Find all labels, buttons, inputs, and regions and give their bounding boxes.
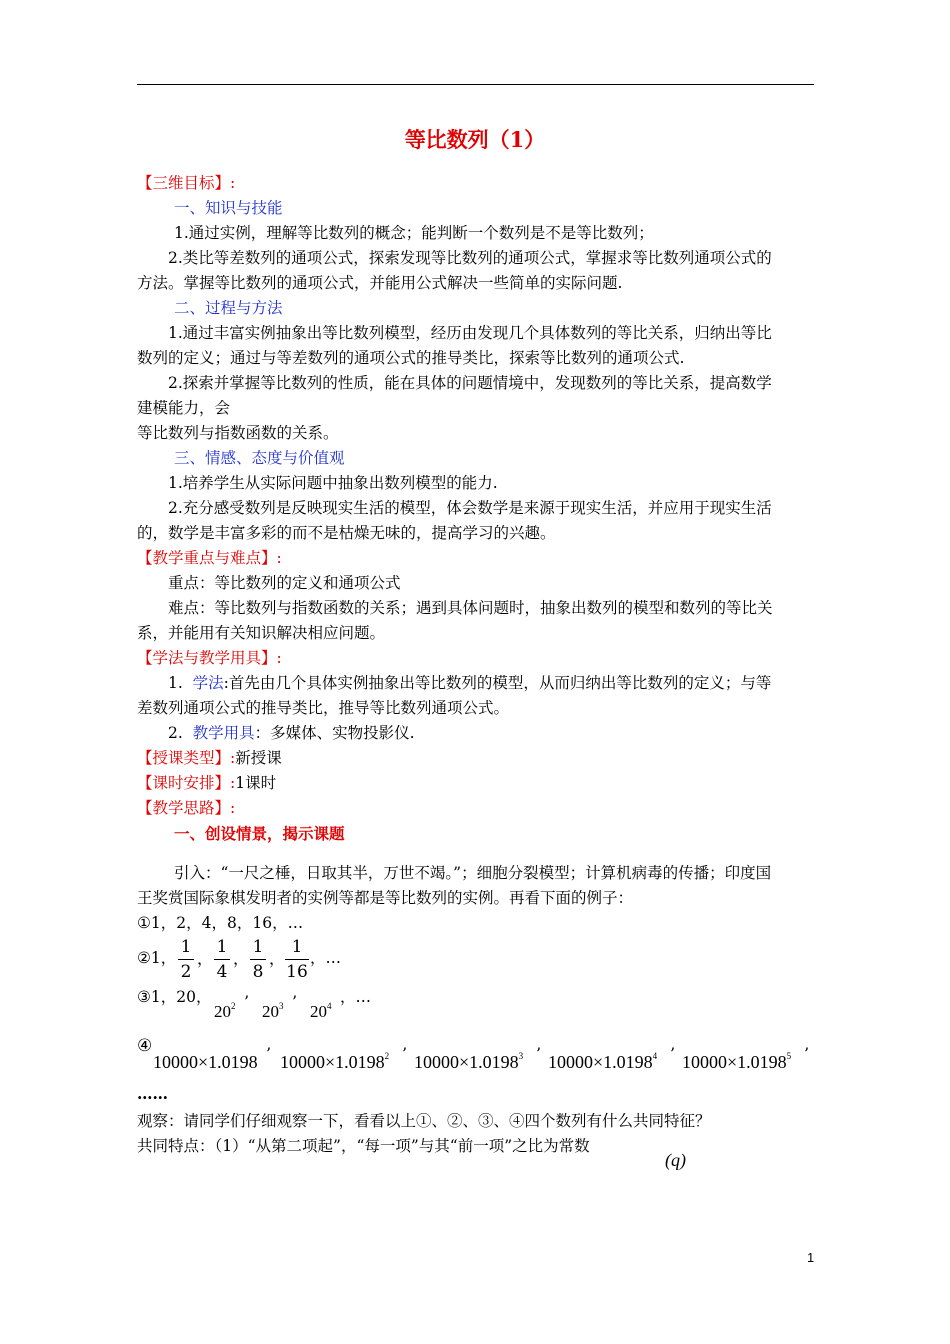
example-4-tail: …… <box>137 1084 168 1103</box>
separator: ’ <box>266 1044 272 1063</box>
example-1: ①1，2，4，8，16，… <box>137 914 304 932</box>
fraction: 1 8 <box>250 939 266 981</box>
separator: ， <box>233 949 250 968</box>
product-term: $10000\times 1.0198^3$ <box>414 1051 524 1072</box>
paragraph-line <box>168 726 415 742</box>
product-term: $10000\times 1.0198^5$ <box>682 1051 792 1072</box>
lesson-type-line <box>137 751 282 767</box>
schedule-value: 1课时 <box>235 774 277 792</box>
paragraph-line: 重点：等比数列的定义和通项公式 <box>168 574 401 592</box>
fraction: 1 2 <box>178 939 194 981</box>
lesson-type-value: 新授课 <box>235 749 282 767</box>
separator: ’ <box>402 1044 408 1063</box>
schedule-line <box>137 776 276 792</box>
item-text: ：多媒体、实物投影仪. <box>254 724 415 742</box>
separator: ’ <box>292 992 298 1011</box>
separator: ’ <box>670 1044 676 1063</box>
paragraph-line <box>168 676 771 692</box>
paragraph-line: 2.充分感受数列是反映现实生活的模型，体会数学是来源于现实生活，并应用于现实生活 <box>168 499 772 517</box>
separator: ’ <box>804 1044 810 1063</box>
separator: ’ <box>536 1044 542 1063</box>
subheading-scenario: 一、创设情景，揭示课题 <box>174 824 345 843</box>
paragraph-line: 建模能力，会 <box>137 399 231 417</box>
separator: ， <box>197 949 214 968</box>
section-heading-key-points: 【教学重点与难点】: <box>137 549 282 567</box>
page-title: 等比数列（1） <box>404 127 546 152</box>
product-term: 10000×1.0198 <box>153 1052 258 1072</box>
subheading-attitude: 三、情感、态度与价值观 <box>174 449 345 467</box>
power-term: $20^2$ <box>214 1001 236 1021</box>
product-term: $10000\times 1.0198^2$ <box>280 1051 390 1072</box>
paragraph-line: 的，数学是丰富多彩的而不是枯燥无味的，提高学习的兴趣。 <box>137 524 556 542</box>
example-4-mark: ④ <box>137 1036 153 1056</box>
section-heading-teaching-ideas: 【教学思路】: <box>137 799 236 817</box>
item-number: 2. <box>168 724 183 742</box>
common-feature-line: 共同特点：（1）“从第二项起”，“每一项”与其“前一项”之比为常数 <box>137 1137 590 1155</box>
section-heading-schedule: 【课时安排】: <box>137 774 236 792</box>
ratio-symbol: (q) <box>665 1150 686 1170</box>
page-number: 1 <box>807 1250 815 1265</box>
power-term: $20^4$ <box>310 1001 332 1021</box>
keyword-learning-method: 学法 <box>192 674 224 692</box>
subheading-process: 二、过程与方法 <box>174 299 283 317</box>
paragraph-line: 1.通过实例，理解等比数列的概念；能判断一个数列是不是等比数列； <box>174 224 654 242</box>
paragraph-line: 2.类比等差数列的通项公式，探索发现等比数列的通项公式，掌握求等比数列通项公式的 <box>168 249 772 267</box>
item-number: 1. <box>168 674 183 692</box>
paragraph-line: 1.培养学生从实际问题中抽象出数列模型的能力. <box>168 474 498 492</box>
example-2-tail: ，… <box>310 949 342 967</box>
section-heading-lesson-type: 【授课类型】: <box>137 749 236 767</box>
paragraph-line: 王奖赏国际象棋发明者的实例等都是等比数列的实例。再看下面的例子： <box>137 889 634 907</box>
example-3-tail: ，… <box>340 988 372 1006</box>
paragraph-line: 1.通过丰富实例抽象出等比数列模型，经历由发现几个具体数列的等比关系，归纳出等比 <box>168 324 772 342</box>
fraction: 1 4 <box>214 939 230 981</box>
paragraph-line: 引入：“一尺之棰，日取其半，万世不竭。”；细胞分裂模型；计算机病毒的传播；印度国 <box>174 864 772 882</box>
power-term: $20^3$ <box>262 1001 284 1021</box>
product-term: $10000\times 1.0198^4$ <box>548 1051 658 1072</box>
paragraph-line: 数列的定义；通过与等差数列的通项公式的推导类比，探索等比数列的通项公式. <box>137 349 685 367</box>
example-2-lead: ②1， <box>137 949 177 967</box>
separator: ’ <box>244 992 250 1011</box>
paragraph-line: 差数列通项公式的推导类比，推导等比数列通项公式。 <box>137 699 510 717</box>
paragraph-line: 难点：等比数列与指数函数的关系；遇到具体问题时，抽象出数列的模型和数列的等比关 <box>168 599 773 617</box>
keyword-teaching-tools: 教学用具 <box>192 724 255 742</box>
paragraph-line: 2.探索并掌握等比数列的性质，能在具体的问题情境中，发现数列的等比关系，提高数学 <box>168 374 772 392</box>
section-heading-goals: 【三维目标】: <box>137 174 236 192</box>
paragraph-line: 系，并能用有关知识解决相应问题。 <box>137 624 386 642</box>
separator: ， <box>269 949 286 968</box>
item-text: :首先由几个具体实例抽象出等比数列的模型，从而归纳出等比数列的定义；与等 <box>223 674 772 692</box>
header-rule <box>137 84 814 85</box>
paragraph-line: 等比数列与指数函数的关系。 <box>137 424 339 442</box>
section-heading-methods: 【学法与教学用具】: <box>137 649 282 667</box>
subheading-knowledge: 一、知识与技能 <box>174 199 283 217</box>
example-3-lead: ③1，20， <box>137 988 212 1006</box>
fraction: 1 16 <box>286 937 308 982</box>
paragraph-line: 方法。掌握等比数列的通项公式，并能用公式解决一些简单的实际问题. <box>137 274 623 292</box>
observation-line: 观察：请同学们仔细观察一下，看看以上①、②、③、④四个数列有什么共同特征？ <box>137 1112 711 1130</box>
